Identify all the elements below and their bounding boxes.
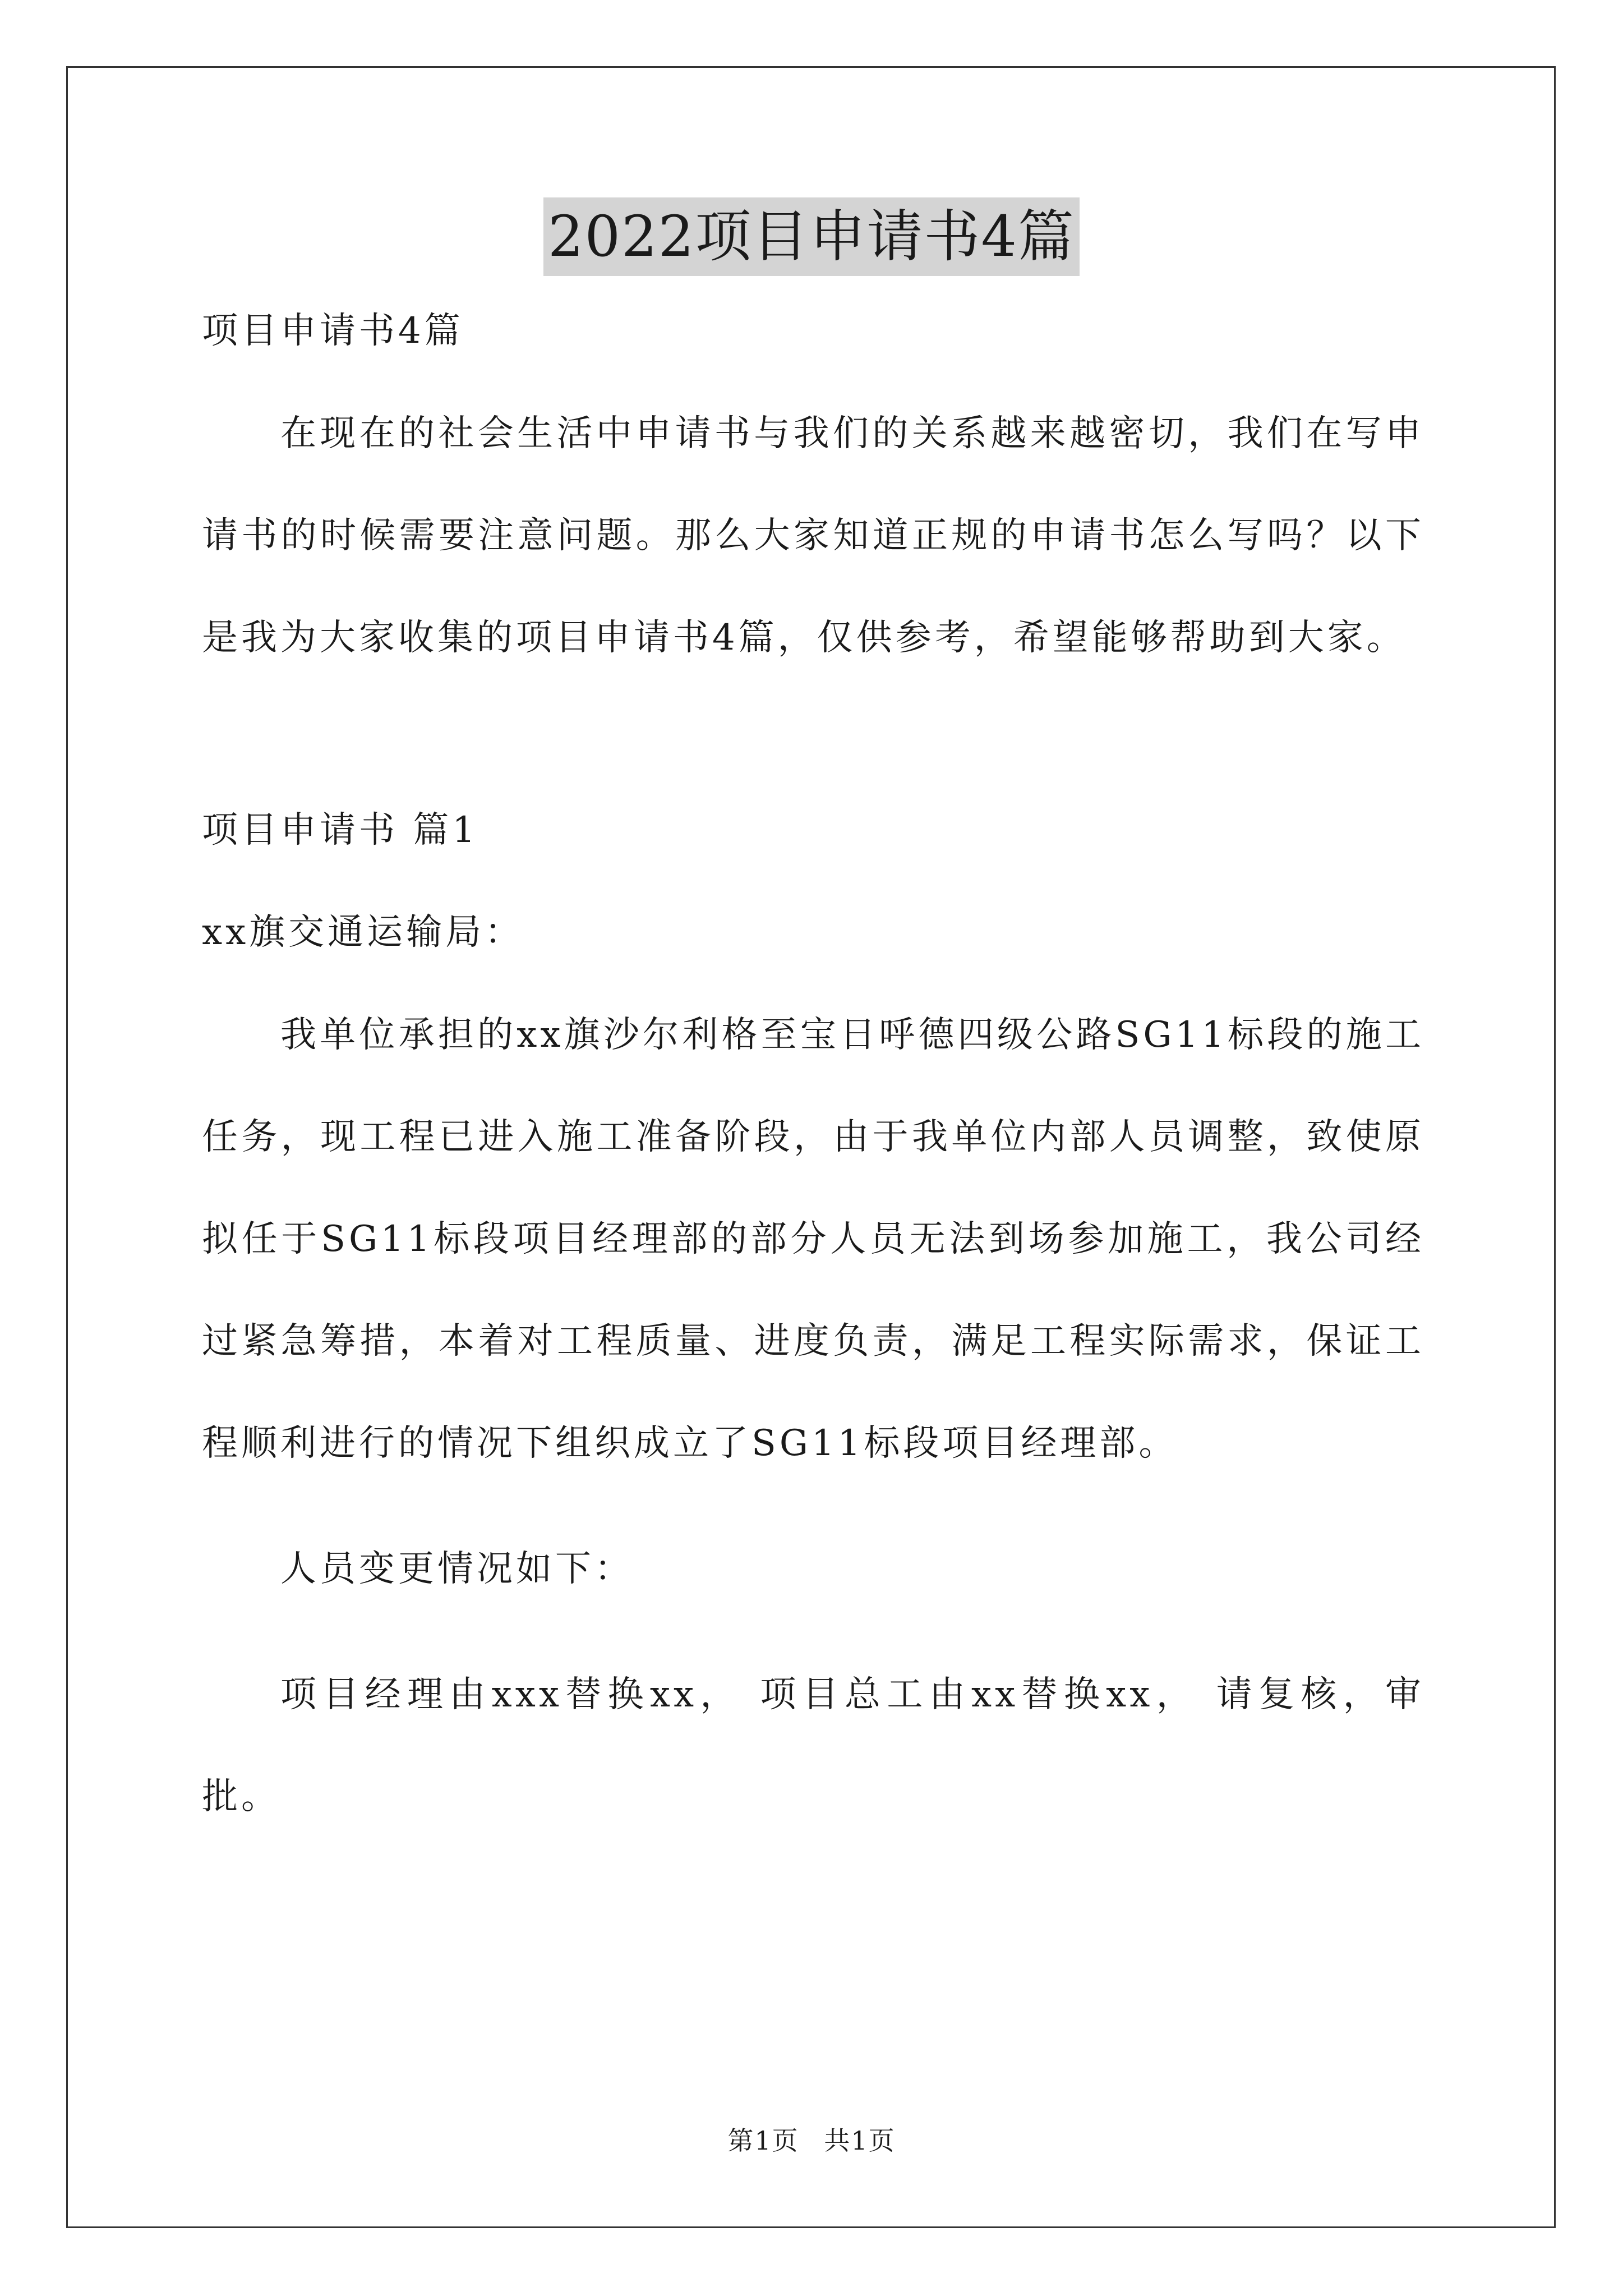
document-title: 2022项目申请书4篇 (543, 197, 1080, 276)
section-spacer (202, 735, 1424, 802)
document-subtitle: 项目申请书4篇 (202, 310, 464, 352)
page-number: 第1页 (727, 2125, 799, 2156)
body-paragraph: 人员变更情况如下： (280, 1548, 634, 1590)
page-total: 共1页 (824, 2125, 896, 2156)
body-paragraph: 我单位承担的xx旗沙尔利格至宝日呼德四级公路SG11标段的施工任务，现工程已进入施工准备阶段，由于我单位内部人员调整，致使原拟任于SG11标段项目经理部的部分人员无法到场参加施工，我公司经过紧急筹措，本着对工程质量、进度负责，满足工程实际需求，保证工程顺利进行的情况下组织成立了SG11标段项目经理部。 (202, 1014, 1424, 1464)
body-paragraph: 项目经理由xxx替换xx， 项目总工由xx替换xx， 请复核，审批。 (202, 1674, 1424, 1818)
page-footer (0, 2124, 1623, 2157)
document-body (202, 303, 1424, 1894)
addressee-line: xx旗交通运输局： (202, 912, 524, 953)
section-heading: 项目申请书 篇1 (202, 809, 479, 851)
title-container (0, 197, 1623, 276)
intro-paragraph: 在现在的社会生活中申请书与我们的关系越来越密切，我们在写申请书的时候需要注意问题。那么大家知道正规的申请书怎么写吗？以下是我为大家收集的项目申请书4篇，仅供参考，希望能够帮助到大家。 (202, 413, 1424, 659)
